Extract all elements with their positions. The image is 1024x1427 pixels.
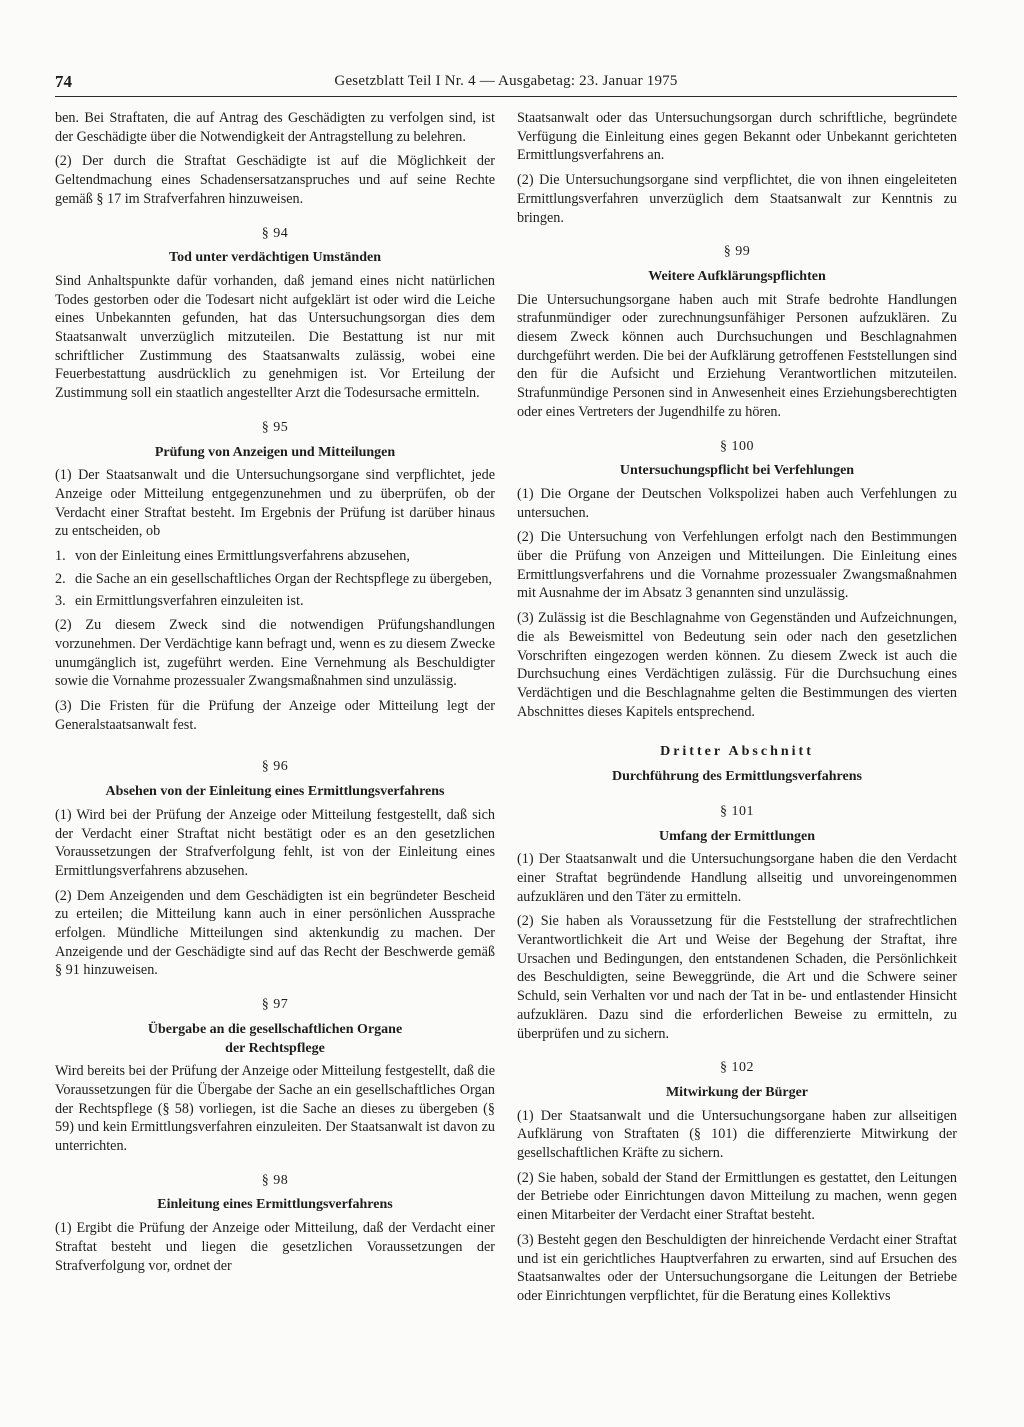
section-number: § 95 [261, 419, 289, 435]
left-column [55, 109, 495, 1312]
section-title: der Rechtspflege [225, 1040, 325, 1056]
paragraph: Die Untersuchungsorgane haben auch mit Strafe bedrohte Handlungen strafunmündiger oder zurechnungsunfähiger Personen aufzuklären. Zu diesem Zweck können auch Durchsuchungen und Beschlagnahmen durchgeführt werden. Die bei der Aufklärung getroffenen Feststellungen sind den für die Aufsicht und Erziehung Verantwortlichen mitzuteilen. Strafunmündige Personen sind in Anwesenheit eines Erziehungsberechtigten oder eines Vertreters der Jugendhilfe zu hören. [517, 291, 957, 420]
section-title: Weitere Aufklärungspflichten [648, 268, 826, 284]
paragraph: (2) Die Untersuchung von Verfehlungen erfolgt nach den Bestimmungen über die Prüfung von Anzeigen und Mitteilungen. Die Einleitung eines Ermittlungsverfahrens und die Vornahme prozessualer Zwangsmaßnahmen mit Ausnahme der im Absatz 3 genannten sind unzulässig. [517, 529, 957, 602]
paragraph: (1) Der Staatsanwalt und die Untersuchungsorgane sind verpflichtet, jede Anzeige oder Mitteilung entgegenzunehmen und zu überprüfen, ob der Verdacht einer Straftat besteht. Im Ergebnis der Prüfung ist darüber hinaus zu entscheiden, ob [55, 467, 495, 540]
list-item [55, 592, 495, 611]
page-header [55, 72, 957, 97]
list-text: die Sache an ein gesellschaftliches Organ der Rechtspflege zu übergeben, [75, 570, 493, 587]
section-number: § 100 [720, 438, 754, 454]
text-columns [55, 109, 957, 1312]
paragraph: (2) Die Untersuchungsorgane sind verpflichtet, die von ihnen eingeleiteten Ermittlungsverfahren unverzüglich dem Staatsanwalt zur Kenntnis zu bringen. [517, 172, 957, 226]
page-number: 74 [55, 72, 72, 91]
paragraph: (2) Sie haben als Voraussetzung für die Feststellung der strafrechtlichen Verantwortlichkeit die Art und Weise der Begehung der Straftat, ihre Ursachen und Bedingungen, den entstandenen Schaden, die Persönlichkeit des Beschuldigten, seine Beweggründe, die Art und die Schwere seiner Schuld, sein Verhalten vor und nach der Tat in be- und entlastender Hinsicht aufzuklären. Dazu sind die erforderlichen Beweise zu ermitteln, zu überprüfen und zu sichern. [517, 913, 957, 1042]
section-title: Tod unter verdächtigen Umständen [169, 250, 381, 266]
list-number: 3. [55, 593, 66, 610]
paragraph: (2) Dem Anzeigenden und dem Geschädigten ist ein begründeter Bescheid zu erteilen; die Mitteilung kann auch in einer persönlichen Aussprache erfolgen. Mündliche Mitteilungen sind aktenkundig zu machen. Der Anzeigende und der Geschädigte sind auf das Recht der Beschwerde gemäß § 91 hinzuweisen. [55, 887, 495, 979]
paragraph: (1) Ergibt die Prüfung der Anzeige oder Mitteilung, daß der Verdacht einer Straftat besteht und liegen die gesetzlichen Voraussetzungen der Strafverfolgung vor, ordnet der [55, 1220, 495, 1274]
section-title: Prüfung von Anzeigen und Mitteilungen [154, 444, 396, 460]
paragraph: (1) Der Staatsanwalt und die Untersuchungsorgane haben die den Verdacht einer Straftat begründende Handlung allseitig und unvoreingenommen aufzuklären und den Täter zu ermitteln. [517, 851, 957, 905]
paragraph: Staatsanwalt oder das Untersuchungsorgan durch schriftliche, begründete Verfügung die Einleitung eines gegen Bekannt oder Unbekannt gerichteten Ermittlungsverfahrens an. [517, 110, 957, 164]
list-item [55, 547, 495, 566]
section-number: § 102 [720, 1060, 754, 1076]
list-number: 2. [55, 570, 66, 587]
list-text: ein Ermittlungsverfahren einzuleiten ist. [75, 593, 304, 610]
chapter-heading: Dritter Abschnitt [660, 744, 814, 760]
right-column [517, 109, 957, 1312]
list-item [55, 570, 495, 589]
paragraph: (2) Sie haben, sobald der Stand der Ermittlungen es gestattet, den Leitungen der Betriebe oder Einrichtungen davon Mitteilung zu machen, wenn gegen einen Mitarbeiter der Verdacht einer Straftat besteht. [517, 1169, 957, 1224]
section-title: Einleitung eines Ermittlungsverfahrens [157, 1197, 393, 1213]
list-number: 1. [55, 548, 66, 565]
section-title: Umfang der Ermittlungen [658, 828, 816, 844]
section-title: Mitwirkung der Bürger [665, 1084, 809, 1100]
paragraph: (2) Zu diesem Zweck sind die notwendigen Prüfungshandlungen vorzunehmen. Der Verdächtige kann befragt und, wenn es zu diesem Zwecke unumgänglich ist, zugeführt werden. Eine Vernehmung als Beschuldigter sowie die Vornahme prozessualer Zwangsmaßnahmen sind unzulässig. [55, 617, 495, 690]
header-title: Gesetzblatt Teil I Nr. 4 — Ausgabetag: 23. Januar 1975 [334, 73, 678, 89]
numbered-list [55, 547, 495, 611]
paragraph: (2) Der durch die Straftat Geschädigte ist auf die Möglichkeit der Geltendmachung eines Schadensersatzanspruches und auf seine Rechte gemäß § 17 im Strafverfahren hinzuweisen. [55, 153, 495, 207]
section-number: § 97 [261, 997, 289, 1013]
section-title: Übergabe an die gesellschaftlichen Organe [147, 1021, 403, 1037]
paragraph: (1) Wird bei der Prüfung der Anzeige oder Mitteilung festgestellt, daß sich der Verdacht einer Straftat nicht bestätigt oder es an den gesetzlichen Voraussetzungen der Strafverfolgung fehlt, ist von der Einleitung eines Ermittlungsverfahrens abzusehen. [55, 806, 495, 879]
paragraph: ben. Bei Straftaten, die auf Antrag des Geschädigten zu verfolgen sind, ist der Geschädigte über die Notwendigkeit der Antragstellung zu belehren. [55, 110, 495, 145]
list-text: von der Einleitung eines Ermittlungsverfahrens abzusehen, [75, 548, 410, 565]
section-number: § 101 [720, 803, 754, 819]
chapter-title: Durchführung des Ermittlungsverfahrens [612, 769, 862, 785]
section-title: Untersuchungspflicht bei Verfehlungen [619, 463, 855, 479]
section-number: § 94 [261, 225, 289, 241]
section-number: § 98 [261, 1172, 289, 1188]
section-number: § 99 [723, 244, 751, 260]
section-title: Absehen von der Einleitung eines Ermittlungsverfahrens [105, 784, 445, 800]
paragraph: (1) Der Staatsanwalt und die Untersuchungsorgane haben zur allseitigen Aufklärung von Straftaten (§ 101) die differenzierte Mitwirkung der gesellschaftlichen Kräfte zu sichern. [517, 1107, 957, 1162]
paragraph: Wird bereits bei der Prüfung der Anzeige oder Mitteilung festgestellt, daß die Voraussetzungen für die Übergabe der Sache an ein gesellschaftliches Organ der Rechtspflege (§ 58) vorliegen, ist die Sache an dieses zu übergeben (§ 59) und kein Ermittlungsverfahren einzuleiten. Der Staatsanwalt ist davon zu unterrichten. [55, 1063, 495, 1155]
gazette-page [55, 72, 957, 1412]
paragraph: (3) Besteht gegen den Beschuldigten der hinreichende Verdacht einer Straftat und ist ein gerichtliches Hauptverfahren zu erwarten, sind auf Ersuchen des Staatsanwaltes oder der Untersuchungsorgane die Leitungen der Betriebe oder Einrichtungen verpflichtet, für die Beratung eines Kollektivs [517, 1231, 957, 1304]
paragraph: (3) Die Fristen für die Prüfung der Anzeige oder Mitteilung legt der Generalstaatsanwalt fest. [55, 697, 495, 733]
paragraph: Sind Anhaltspunkte dafür vorhanden, daß jemand eines nicht natürlichen Todes gestorben oder die Todesart nicht aufgeklärt ist oder wird die Leiche eines Unbekannten gefunden, hat das Untersuchungsorgan dies dem Staatsanwalt unverzüglich mitzuteilen. Die Bestattung ist nur mit schriftlicher Zustimmung des Staatsanwalts zulässig, wobei eine Feuerbestattung ausdrücklich zu genehmigen ist. Vor Erteilung der Zustimmung soll ein staatlich angestellter Arzt die Todesursache ermitteln. [55, 272, 495, 402]
paragraph: (3) Zulässig ist die Beschlagnahme von Gegenständen und Aufzeichnungen, die als Beweismittel von Bedeutung sein oder nach den gesetzlichen Vorschriften eingezogen werden können. Zu diesem Zweck ist auch die Durchsuchung eines Verdächtigen zulässig. Für die Durchsuchung eines Verdächtigen und die Beschlagnahme gelten die Bestimmungen des vierten Abschnittes dieses Kapitels entsprechend. [517, 610, 957, 720]
paragraph: (1) Die Organe der Deutschen Volkspolizei haben auch Verfehlungen zu untersuchen. [517, 485, 957, 521]
section-number: § 96 [261, 759, 289, 775]
